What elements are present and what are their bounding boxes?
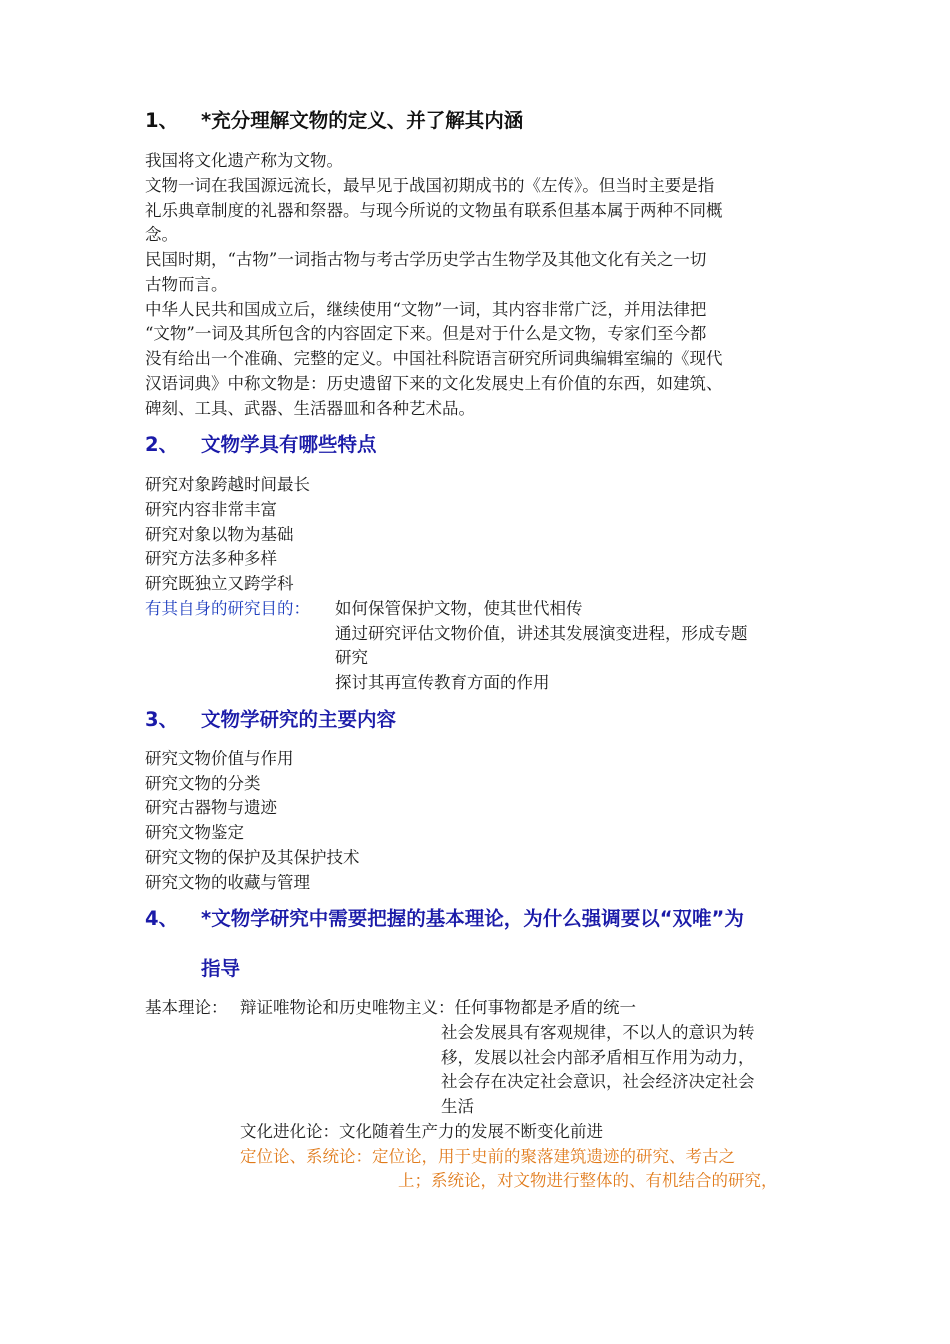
section-1-line: 民国时期，“古物”一词指古物与考古学历史学古生物学及其他文化有关之一切	[145, 250, 707, 269]
section-4-number: 4、	[145, 907, 179, 930]
section-4-title-continued: 指导	[201, 957, 241, 980]
section-4-heading	[145, 906, 744, 932]
section-2-title: 文物学具有哪些特点	[201, 433, 377, 456]
section-2-line: 研究方法多种多样	[145, 549, 277, 568]
section-1-heading	[145, 108, 523, 134]
purpose-line: 研究	[335, 648, 368, 667]
section-3-line: 研究文物的保护及其保护技术	[145, 848, 360, 867]
section-2-line: 研究对象跨越时间最长	[145, 475, 310, 494]
basic-theory-line: 生活	[441, 1097, 474, 1116]
section-2-line: 研究内容非常丰富	[145, 500, 277, 519]
section-1-line: 没有给出一个准确、完整的定义。中国社科院语言研究所词典编辑室编的《现代	[145, 349, 723, 368]
basic-theory-line: 社会发展具有客观规律，不以人的意识为转	[441, 1023, 755, 1042]
basic-theory-label: 基本理论：	[145, 998, 228, 1017]
basic-theory-first: 辩证唯物论和历史唯物主义：任何事物都是矛盾的统一	[240, 998, 636, 1017]
purpose-line: 通过研究评估文物价值，讲述其发展演变进程，形成专题	[335, 624, 748, 643]
purpose-line: 探讨其再宣传教育方面的作用	[335, 673, 550, 692]
section-1-line: 中华人民共和国成立后，继续使用“文物”一词，其内容非常广泛，并用法律把	[145, 300, 707, 319]
section-1-line: 古物而言。	[145, 275, 228, 294]
section-1-number: 1、	[145, 109, 179, 132]
section-1-line: 礼乐典章制度的礼器和祭器。与现今所说的文物虽有联系但基本属于两种不同概	[145, 201, 723, 220]
section-2-number: 2、	[145, 433, 179, 456]
systems-theory-line: 上；系统论，对文物进行整体的、有机结合的研究，	[398, 1171, 778, 1190]
section-3-line: 研究文物的收藏与管理	[145, 873, 310, 892]
section-3-line: 研究文物的分类	[145, 774, 261, 793]
purpose-label: 有其自身的研究目的：	[145, 599, 310, 618]
section-2-line: 研究既独立又跨学科	[145, 574, 294, 593]
section-3-line: 研究文物鉴定	[145, 823, 244, 842]
section-1-line: 汉语词典》中称文物是：历史遗留下来的文化发展史上有价值的东西，如建筑、	[145, 374, 723, 393]
section-1-line: 文物一词在我国源远流长，最早见于战国初期成书的《左传》。但当时主要是指	[145, 176, 715, 195]
basic-theory-line: 社会存在决定社会意识，社会经济决定社会	[441, 1072, 755, 1091]
section-3-line: 研究古器物与遗迹	[145, 798, 277, 817]
section-1-line: 我国将文化遗产称为文物。	[145, 151, 343, 170]
purpose-line: 如何保管保护文物，使其世代相传	[335, 599, 583, 618]
section-3-line: 研究文物价值与作用	[145, 749, 294, 768]
section-1-line: “文物”一词及其所包含的内容固定下来。但是对于什么是文物，专家们至今都	[145, 324, 707, 343]
section-4-title: *文物学研究中需要把握的基本理论，为什么强调要以“双唯”为	[201, 907, 744, 930]
section-2-line: 研究对象以物为基础	[145, 525, 294, 544]
section-1-line: 碑刻、工具、武器、生活器皿和各种艺术品。	[145, 399, 475, 418]
cultural-evolution-line: 文化进化论：文化随着生产力的发展不断变化前进	[240, 1122, 603, 1141]
section-1-title: *充分理解文物的定义、并了解其内涵	[201, 109, 524, 132]
basic-theory-line: 移，发展以社会内部矛盾相互作用为动力，	[441, 1048, 755, 1067]
section-3-number: 3、	[145, 708, 179, 731]
section-3-title: 文物学研究的主要内容	[201, 708, 397, 731]
section-3-heading	[145, 707, 396, 733]
positioning-theory-line: 定位论、系统论：定位论，用于史前的聚落建筑遗迹的研究、考古之	[240, 1147, 735, 1166]
section-1-line: 念。	[145, 225, 178, 244]
section-2-heading	[145, 432, 377, 458]
